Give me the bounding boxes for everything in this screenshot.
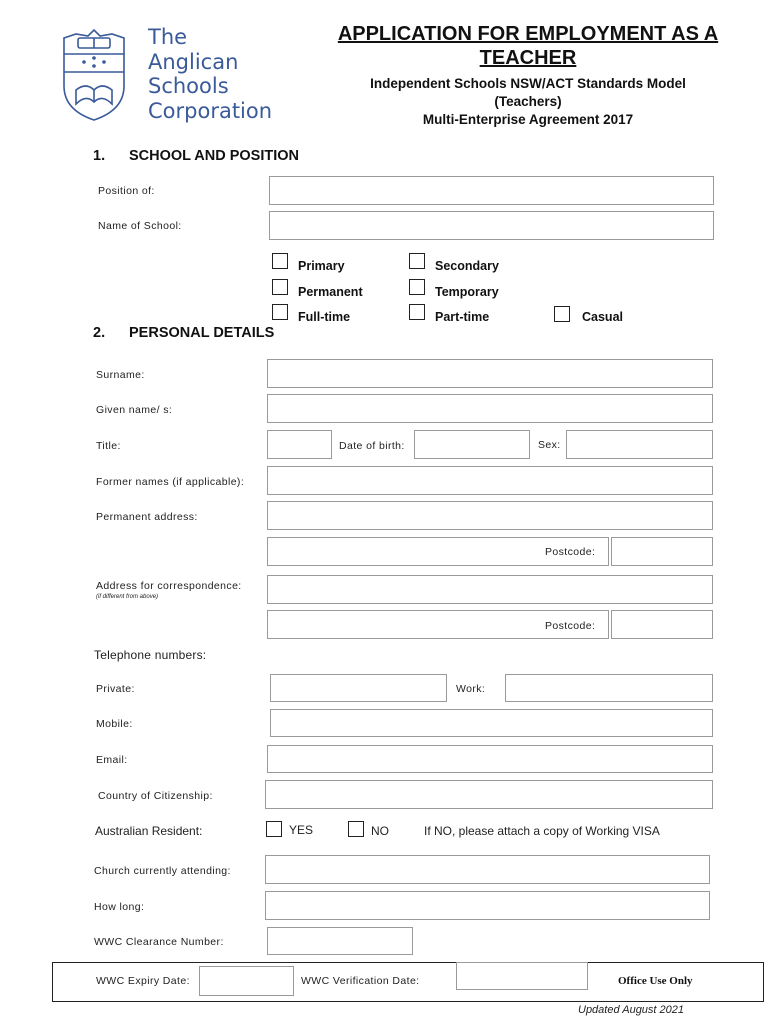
- work-phone-field[interactable]: [505, 674, 713, 702]
- fulltime-checkbox[interactable]: [272, 304, 288, 320]
- logo-line: Corporation: [148, 98, 273, 123]
- former-names-label: Former names (if applicable):: [96, 476, 245, 488]
- school-label: Name of School:: [98, 220, 182, 232]
- updated-note: Updated August 2021: [578, 1004, 685, 1016]
- subtitle-line-2: (Teachers): [494, 94, 562, 109]
- secondary-label: Secondary: [435, 259, 499, 273]
- subtitle-line-3: Multi-Enterprise Agreement 2017: [422, 112, 634, 127]
- section-number: 2.: [93, 325, 106, 341]
- dob-label: Date of birth:: [339, 440, 405, 452]
- title-line-2: TEACHER: [479, 47, 577, 69]
- logo-text: [148, 25, 272, 123]
- fulltime-label: Full-time: [298, 310, 351, 324]
- church-label: Church currently attending:: [94, 865, 231, 877]
- resident-yes-checkbox[interactable]: [266, 821, 282, 837]
- logo-line: Schools: [148, 74, 229, 98]
- title-label: Title:: [96, 440, 121, 452]
- parttime-label: Part-time: [435, 310, 490, 324]
- church-field[interactable]: [265, 855, 710, 884]
- logo-line: The: [148, 25, 188, 49]
- primary-checkbox[interactable]: [272, 253, 288, 269]
- how-long-label: How long:: [94, 901, 145, 913]
- wwc-expiry-field[interactable]: [199, 966, 294, 996]
- section-1-heading: [93, 148, 299, 164]
- wwc-verification-label: WWC Verification Date:: [301, 975, 420, 987]
- permanent-address-label: Permanent address:: [96, 511, 198, 523]
- parttime-checkbox[interactable]: [409, 304, 425, 320]
- page-title: [318, 22, 738, 70]
- permanent-address-field[interactable]: [267, 501, 713, 530]
- correspondence-field[interactable]: [267, 575, 713, 604]
- temporary-label: Temporary: [435, 285, 499, 299]
- section-title: PERSONAL DETAILS: [129, 325, 275, 341]
- resident-no-checkbox[interactable]: [348, 821, 364, 837]
- correspondence-label: Address for correspondence:: [96, 580, 242, 592]
- section-2-heading: [93, 325, 274, 341]
- sex-label: Sex:: [538, 439, 561, 451]
- subtitle-line-1: Independent Schools NSW/ACT Standards Model: [370, 76, 686, 91]
- office-use-label: Office Use Only: [618, 975, 693, 987]
- title-line-1: APPLICATION FOR EMPLOYMENT AS A: [337, 23, 719, 45]
- page-subtitle: [318, 75, 738, 129]
- school-field[interactable]: [269, 211, 714, 240]
- crest-icon: [58, 24, 130, 124]
- wwc-expiry-label: WWC Expiry Date:: [96, 975, 190, 987]
- postcode-label: Postcode:: [545, 546, 596, 558]
- telephone-heading: Telephone numbers:: [94, 648, 207, 662]
- given-name-field[interactable]: [267, 394, 713, 423]
- work-phone-label: Work:: [456, 683, 486, 695]
- dob-field[interactable]: [414, 430, 530, 459]
- temporary-checkbox[interactable]: [409, 279, 425, 295]
- mobile-label: Mobile:: [96, 718, 133, 730]
- resident-yes-label: YES: [289, 823, 314, 837]
- position-field[interactable]: [269, 176, 714, 205]
- section-title: SCHOOL AND POSITION: [129, 148, 299, 164]
- resident-label: Australian Resident:: [95, 824, 203, 838]
- surname-label: Surname:: [96, 369, 145, 381]
- casual-label: Casual: [582, 310, 623, 324]
- casual-checkbox[interactable]: [554, 306, 570, 322]
- logo-line: Anglican: [148, 49, 239, 74]
- citizenship-field[interactable]: [265, 780, 713, 809]
- position-label: Position of:: [98, 185, 155, 197]
- given-name-label: Given name/ s:: [96, 404, 173, 416]
- sex-field[interactable]: [566, 430, 713, 459]
- citizenship-label: Country of Citizenship:: [98, 790, 213, 802]
- resident-no-label: NO: [371, 824, 389, 838]
- correspondence-postcode-field[interactable]: [611, 610, 713, 639]
- wwc-number-label: WWC Clearance Number:: [94, 936, 224, 948]
- permanent-label: Permanent: [298, 285, 363, 299]
- email-label: Email:: [96, 754, 128, 766]
- how-long-field[interactable]: [265, 891, 710, 920]
- wwc-verification-field[interactable]: [456, 962, 588, 990]
- correspondence-note: (if different from above): [96, 594, 159, 600]
- postcode-label: Postcode:: [545, 620, 596, 632]
- title-field[interactable]: [267, 430, 332, 459]
- former-names-field[interactable]: [267, 466, 713, 495]
- section-number: 1.: [93, 148, 106, 164]
- permanent-checkbox[interactable]: [272, 279, 288, 295]
- secondary-checkbox[interactable]: [409, 253, 425, 269]
- primary-label: Primary: [298, 259, 345, 273]
- wwc-number-field[interactable]: [267, 927, 413, 955]
- private-phone-field[interactable]: [270, 674, 447, 702]
- visa-note: If NO, please attach a copy of Working VISA: [424, 824, 660, 838]
- permanent-postcode-field[interactable]: [611, 537, 713, 566]
- email-field[interactable]: [267, 745, 713, 773]
- private-phone-label: Private:: [96, 683, 135, 695]
- mobile-field[interactable]: [270, 709, 713, 737]
- surname-field[interactable]: [267, 359, 713, 388]
